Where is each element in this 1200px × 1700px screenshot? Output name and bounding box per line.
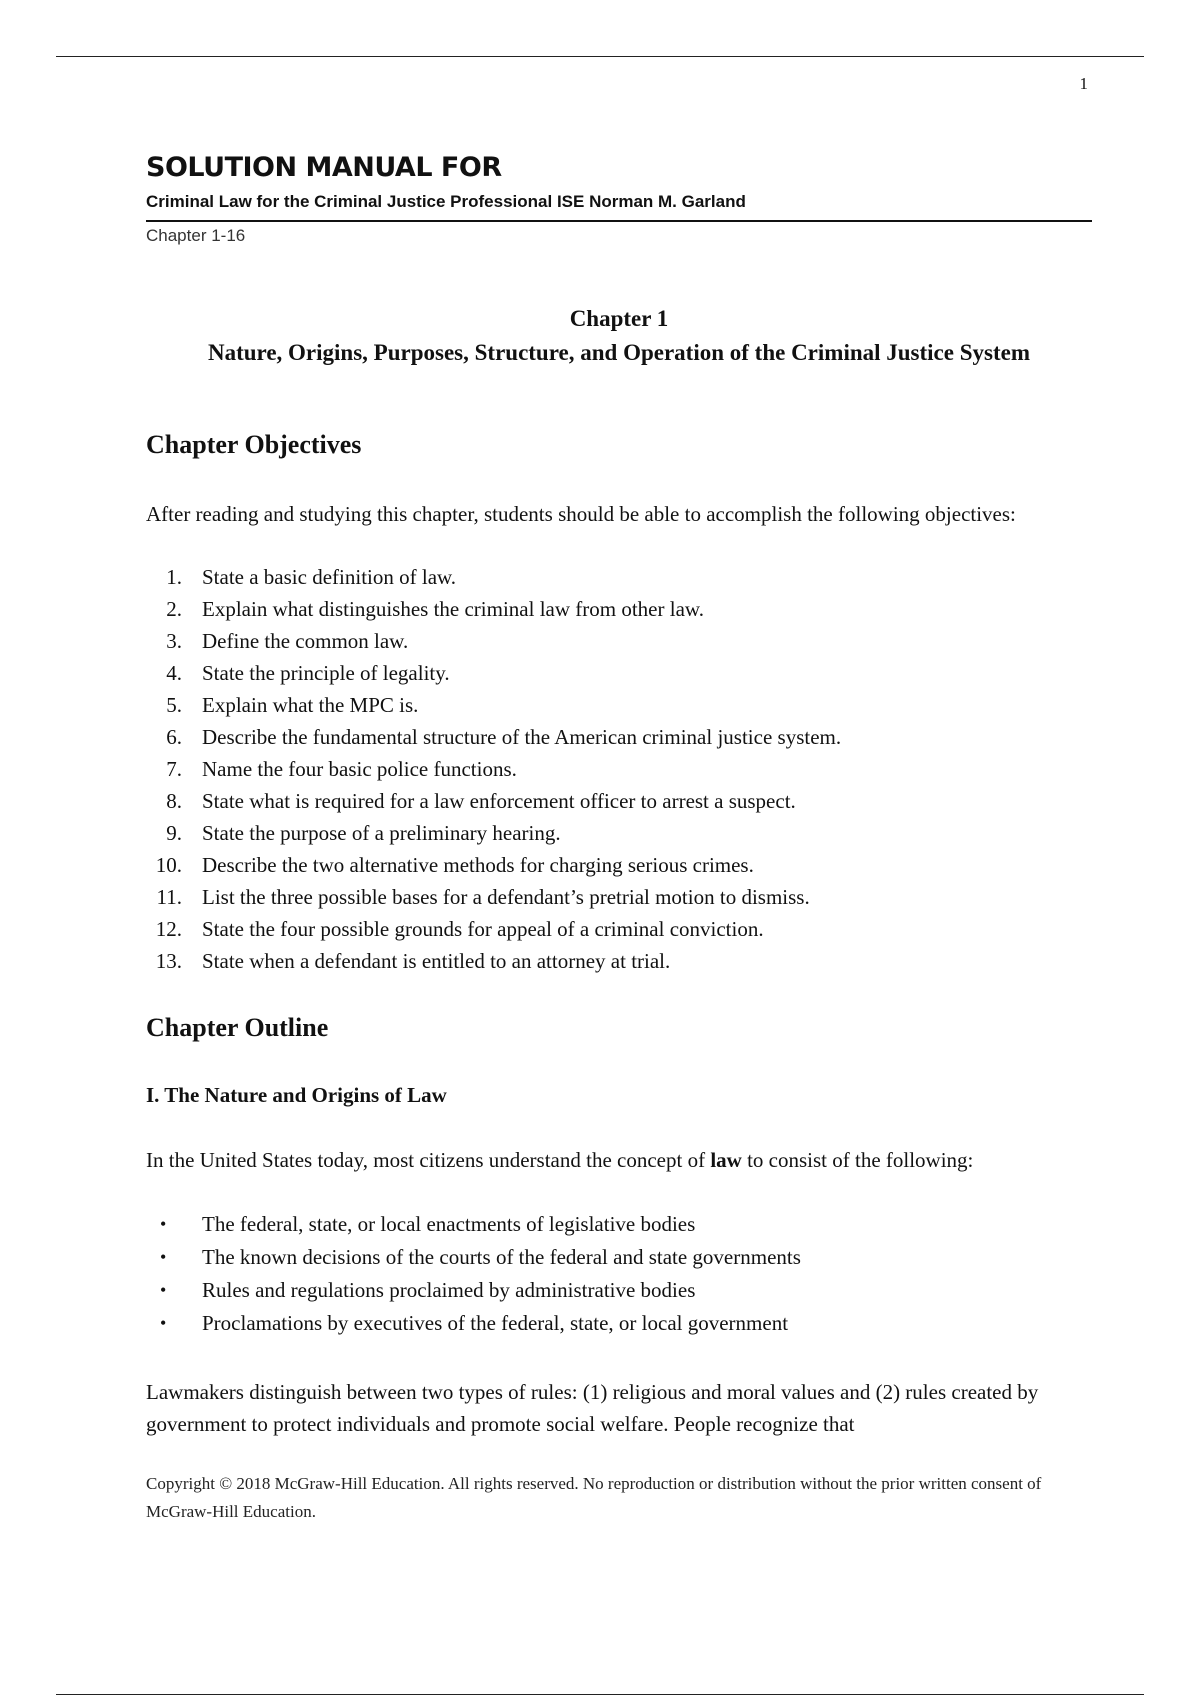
section-heading: I. The Nature and Origins of Law bbox=[146, 1083, 447, 1107]
list-item bbox=[146, 657, 841, 689]
item-number: 8. bbox=[166, 789, 182, 813]
item-text: Rules and regulations proclaimed by administrative bodies bbox=[202, 1278, 696, 1302]
list-item bbox=[146, 625, 841, 657]
objectives-list bbox=[146, 561, 841, 977]
outline-heading: Chapter Outline bbox=[146, 1013, 329, 1042]
list-item bbox=[146, 1241, 801, 1274]
rules-paragraph: Lawmakers distinguish between two types of rules: (1) religious and moral values and (2) rules created by government to protect individuals and promote social welfare. People recognize that bbox=[146, 1380, 1039, 1436]
list-item bbox=[146, 913, 841, 945]
item-number: 11. bbox=[156, 885, 182, 909]
top-rule bbox=[56, 56, 1144, 57]
item-number: 5. bbox=[166, 693, 182, 717]
item-text: State when a defendant is entitled to an attorney at trial. bbox=[202, 949, 671, 973]
item-number: 10. bbox=[155, 853, 182, 877]
chapter-title: Nature, Origins, Purposes, Structure, and Operation of the Criminal Justice System bbox=[207, 340, 1030, 365]
objectives-intro: After reading and studying this chapter, students should be able to accomplish the following objectives: bbox=[146, 502, 1016, 526]
bullet-icon: • bbox=[160, 1280, 167, 1300]
list-item bbox=[146, 881, 841, 913]
list-item bbox=[146, 753, 841, 785]
bullet-icon: • bbox=[160, 1247, 167, 1267]
list-item bbox=[146, 689, 841, 721]
item-text: State what is required for a law enforcement officer to arrest a suspect. bbox=[202, 789, 796, 813]
copyright-notice: Copyright © 2018 McGraw-Hill Education. All rights reserved. No reproduction or distribution without the prior written consent of McGraw-Hill Education. bbox=[146, 1474, 1042, 1521]
item-text: State the four possible grounds for appeal of a criminal conviction. bbox=[202, 917, 764, 941]
law-intro-end: to consist of the following: bbox=[741, 1148, 974, 1172]
list-item bbox=[146, 561, 841, 593]
item-text: Describe the fundamental structure of the American criminal justice system. bbox=[202, 725, 842, 749]
item-number: 6. bbox=[166, 725, 182, 749]
manual-title: SOLUTION MANUAL FOR bbox=[146, 152, 502, 183]
law-sources-list bbox=[146, 1208, 801, 1340]
list-item bbox=[146, 817, 841, 849]
chapter-label: Chapter 1 bbox=[569, 306, 669, 331]
list-item bbox=[146, 1208, 801, 1241]
item-number: 9. bbox=[166, 821, 182, 845]
bottom-rule bbox=[56, 1694, 1144, 1695]
list-item bbox=[146, 593, 841, 625]
item-number: 2. bbox=[166, 597, 182, 621]
book-title: Criminal Law for the Criminal Justice Professional ISE Norman M. Garland bbox=[146, 192, 746, 211]
item-text: Describe the two alternative methods for charging serious crimes. bbox=[202, 853, 754, 877]
list-item bbox=[146, 1307, 801, 1340]
item-text: State the principle of legality. bbox=[202, 661, 450, 685]
item-text: Name the four basic police functions. bbox=[202, 757, 517, 781]
list-item bbox=[146, 945, 841, 977]
list-item bbox=[146, 849, 841, 881]
page-number: 1 bbox=[1079, 74, 1088, 93]
law-intro bbox=[146, 1145, 1076, 1175]
bullet-icon: • bbox=[160, 1214, 167, 1234]
objectives-heading: Chapter Objectives bbox=[146, 430, 362, 459]
list-item bbox=[146, 721, 841, 753]
item-text: Define the common law. bbox=[202, 629, 409, 653]
bullet-icon: • bbox=[160, 1313, 167, 1333]
list-item bbox=[146, 785, 841, 817]
item-text: The known decisions of the courts of the federal and state governments bbox=[202, 1245, 801, 1269]
item-text: State the purpose of a preliminary hearing. bbox=[202, 821, 561, 845]
item-text: List the three possible bases for a defendant’s pretrial motion to dismiss. bbox=[202, 885, 810, 909]
item-text: The federal, state, or local enactments of legislative bodies bbox=[202, 1212, 696, 1236]
list-item bbox=[146, 1274, 801, 1307]
item-text: Explain what distinguishes the criminal law from other law. bbox=[202, 597, 704, 621]
law-term: law bbox=[710, 1148, 742, 1172]
item-text: Explain what the MPC is. bbox=[202, 693, 419, 717]
item-number: 4. bbox=[166, 661, 182, 685]
item-number: 3. bbox=[166, 629, 182, 653]
item-text: Proclamations by executives of the federal, state, or local government bbox=[202, 1311, 789, 1335]
item-number: 12. bbox=[155, 917, 182, 941]
item-number: 7. bbox=[166, 757, 182, 781]
item-number: 13. bbox=[155, 949, 182, 973]
chapter-range: Chapter 1-16 bbox=[146, 226, 246, 245]
chapter-heading bbox=[146, 302, 1092, 370]
item-text: State a basic definition of law. bbox=[202, 565, 457, 589]
header-rule bbox=[146, 220, 1092, 222]
law-intro-start: In the United States today, most citizens understand the concept of bbox=[146, 1148, 711, 1172]
item-number: 1. bbox=[166, 565, 182, 589]
